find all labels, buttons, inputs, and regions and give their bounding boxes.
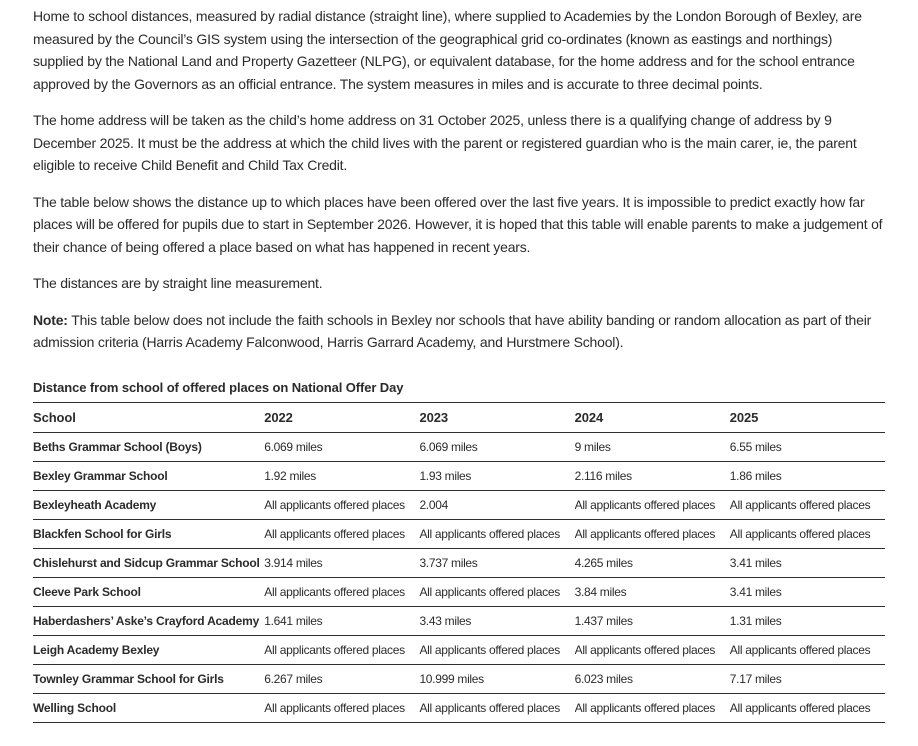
table-row <box>33 635 885 664</box>
intro-paragraph-distances-measurement: Home to school distances, measured by radial distance (straight line), where supplied to Academies by the London Borough of Bexley, are measured by the Council’s GIS system using the intersection of the geographical grid co-ordinates (known as eastings and northings) supplied by the National Land and Property Gazetteer (NLPG), or equivalent database, for the home address and for the school entrance approved by the Governors as an official entrance. The system measures in miles and is accurate to three decimal points. <box>33 8 862 92</box>
table-row <box>33 490 885 519</box>
distance-cell-2024: All applicants offered places <box>574 642 716 657</box>
distance-cell-2023: 3.737 miles <box>419 555 478 570</box>
distance-cell-2023: All applicants offered places <box>419 584 560 599</box>
distance-cell-2022: All applicants offered places <box>264 526 405 541</box>
distance-cell-2023: All applicants offered places <box>419 526 560 541</box>
note-paragraph <box>33 309 885 354</box>
distance-cell-2025: 3.41 miles <box>729 555 782 570</box>
school-name-cell: Beths Grammar School (Boys) <box>33 439 202 454</box>
paragraph-table-explanation: The table below shows the distance up to which places have been offered over the last five years. It is impossible to predict exactly how far places will be offered for pupils due to start in September 2026. However, it is hoped that this table will enable parents to make a judgement of their chance of being offered a place based on what has happened in recent years. <box>33 193 883 255</box>
table-row <box>33 548 885 577</box>
school-name-cell: Chislehurst and Sidcup Grammar School <box>33 555 260 570</box>
distance-cell-2025: All applicants offered places <box>729 700 871 715</box>
table-row <box>33 693 885 722</box>
distance-cell-2024: All applicants offered places <box>574 497 716 512</box>
table-row <box>33 664 885 693</box>
distance-cell-2025: 7.17 miles <box>729 671 782 686</box>
distance-cell-2024: All applicants offered places <box>574 700 716 715</box>
paragraph-home-address-rules: The home address will be taken as the child’s home address on 31 October 2025, unless there is a qualifying change of address by 9 December 2025. It must be the address at which the child lives with the parent or registered guardian who is the main carer, ie, the parent eligible to receive Child Benefit and Child Tax Credit. <box>33 112 857 173</box>
distance-cell-2025: 1.31 miles <box>729 613 782 628</box>
distance-cell-2025: 3.41 miles <box>729 584 782 599</box>
school-name-cell: Leigh Academy Bexley <box>33 642 160 657</box>
distances-table <box>33 402 885 723</box>
column-header-2025: 2025 <box>729 409 759 425</box>
table-row <box>33 432 885 461</box>
distance-cell-2022: 6.267 miles <box>264 671 323 686</box>
distance-cell-2025: All applicants offered places <box>729 526 871 541</box>
school-name-cell: Bexley Grammar School <box>33 468 168 483</box>
distance-cell-2023: 3.43 miles <box>419 613 472 628</box>
table-header-row <box>33 402 885 432</box>
note-label: Note: <box>33 311 68 328</box>
distance-cell-2022: 6.069 miles <box>264 439 323 454</box>
column-header-school: School <box>33 409 76 425</box>
table-row <box>33 577 885 606</box>
paragraph-straight-line: The distances are by straight line measurement. <box>33 275 323 291</box>
distance-cell-2022: All applicants offered places <box>264 584 405 599</box>
distance-cell-2023: 10.999 miles <box>419 671 484 686</box>
distance-cell-2023: 6.069 miles <box>419 439 478 454</box>
distance-cell-2025: 6.55 miles <box>729 439 782 454</box>
distance-cell-2022: All applicants offered places <box>264 700 405 715</box>
distance-cell-2024: 9 miles <box>574 439 611 454</box>
distance-cell-2024: 6.023 miles <box>574 671 633 686</box>
school-name-cell: Townley Grammar School for Girls <box>33 671 224 686</box>
column-header-2022: 2022 <box>264 409 293 425</box>
distance-cell-2024: All applicants offered places <box>574 526 716 541</box>
distance-cell-2024: 1.437 miles <box>574 613 633 628</box>
distance-cell-2024: 3.84 miles <box>574 584 627 599</box>
distance-cell-2022: All applicants offered places <box>264 642 405 657</box>
table-row <box>33 461 885 490</box>
table-caption: Distance from school of offered places on National Offer Day <box>33 379 404 395</box>
distance-cell-2025: 1.86 miles <box>729 468 782 483</box>
school-name-cell: Bexleyheath Academy <box>33 497 157 512</box>
column-header-2023: 2023 <box>419 409 448 425</box>
school-name-cell: Haberdashers’ Aske’s Crayford Academy <box>33 613 260 628</box>
distance-cell-2022: 1.641 miles <box>264 613 323 628</box>
note-text: This table below does not include the faith schools in Bexley nor schools that have ability banding or random allocation as part of their admission criteria (Harris Academy Falconwood, Harris Garrard Academy, and Hurstmere School). <box>33 311 872 350</box>
distance-cell-2022: 3.914 miles <box>264 555 323 570</box>
column-header-2024: 2024 <box>574 409 604 425</box>
distance-cell-2023: 2.004 <box>419 497 448 512</box>
distance-cell-2025: All applicants offered places <box>729 642 871 657</box>
distance-cell-2023: 1.93 miles <box>419 468 472 483</box>
distance-cell-2023: All applicants offered places <box>419 700 560 715</box>
distance-cell-2024: 4.265 miles <box>574 555 633 570</box>
school-name-cell: Welling School <box>33 700 116 715</box>
school-name-cell: Cleeve Park School <box>33 584 141 599</box>
table-row <box>33 519 885 548</box>
distance-cell-2023: All applicants offered places <box>419 642 560 657</box>
distance-cell-2025: All applicants offered places <box>729 497 871 512</box>
table-row <box>33 606 885 635</box>
distance-cell-2024: 2.116 miles <box>574 468 632 483</box>
distance-cell-2022: 1.92 miles <box>264 468 316 483</box>
distance-cell-2022: All applicants offered places <box>264 497 405 512</box>
school-name-cell: Blackfen School for Girls <box>33 526 172 541</box>
